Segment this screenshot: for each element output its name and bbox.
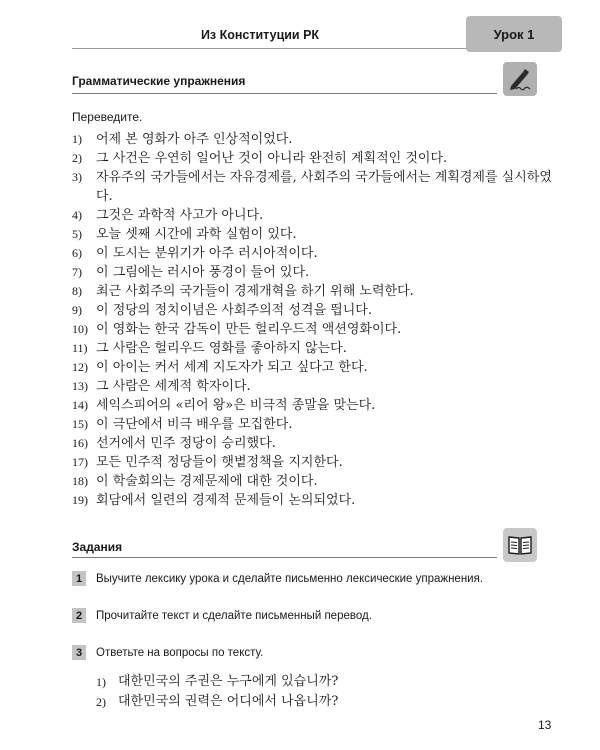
exercise-text: 이 학술회의는 경제문제에 대한 것이다. bbox=[96, 474, 318, 489]
exercise-item bbox=[72, 225, 552, 244]
task-item bbox=[72, 608, 372, 623]
exercise-item bbox=[72, 263, 552, 282]
exercise-item bbox=[72, 453, 552, 472]
exercise-number: 14) bbox=[72, 398, 88, 412]
exercise-item bbox=[72, 206, 552, 225]
task-text: Прочитайте текст и сделайте письменный перевод. bbox=[96, 609, 372, 622]
exercise-list bbox=[72, 130, 552, 510]
task-item bbox=[72, 571, 483, 586]
exercise-number: 13) bbox=[72, 379, 88, 393]
exercise-number: 5) bbox=[72, 227, 82, 241]
exercise-number: 18) bbox=[72, 474, 88, 488]
exercise-text: 그 사람은 세계적 학자이다. bbox=[96, 379, 251, 394]
exercise-number: 10) bbox=[72, 322, 88, 336]
exercise-item bbox=[72, 434, 552, 453]
exercise-number: 12) bbox=[72, 360, 88, 374]
exercise-number: 6) bbox=[72, 246, 82, 260]
question-number: 1) bbox=[96, 675, 106, 689]
exercise-item bbox=[72, 491, 552, 510]
exercise-text: 최근 사회주의 국가들이 경제개혁을 하기 위해 노력한다. bbox=[96, 284, 414, 299]
exercise-text: 이 도시는 분위기가 아주 러시아적이다. bbox=[96, 246, 318, 261]
exercise-item bbox=[72, 282, 552, 301]
exercise-number: 9) bbox=[72, 303, 82, 317]
pen-writing-icon bbox=[503, 62, 537, 96]
exercise-number: 2) bbox=[72, 151, 82, 165]
exercise-number: 16) bbox=[72, 436, 88, 450]
open-book-icon bbox=[503, 528, 537, 562]
question-text: 대한민국의 주권은 누구에게 있습니까? bbox=[118, 674, 339, 689]
exercise-item bbox=[72, 130, 552, 149]
exercise-number: 4) bbox=[72, 208, 82, 222]
chapter-title: Из Конституции РК bbox=[200, 28, 320, 42]
exercise-number: 17) bbox=[72, 455, 88, 469]
exercise-text: 선거에서 민주 정당이 승리했다. bbox=[96, 436, 276, 451]
exercise-item bbox=[72, 149, 552, 168]
task-text: Ответьте на вопросы по тексту. bbox=[96, 646, 264, 659]
exercise-item bbox=[72, 301, 552, 320]
header-divider bbox=[72, 48, 522, 49]
exercise-item bbox=[72, 339, 552, 358]
exercise-text: 그 사건은 우연히 일어난 것이 아니라 완전히 계획적인 것이다. bbox=[96, 151, 448, 166]
exercise-item bbox=[72, 358, 552, 377]
exercise-text: 세익스피어의 «리어 왕»은 비극적 종말을 맞는다. bbox=[96, 398, 376, 413]
task-number: 1 bbox=[72, 571, 86, 586]
exercise-text: 이 극단에서 비극 배우를 모집한다. bbox=[96, 417, 293, 432]
question-list bbox=[96, 672, 338, 712]
exercise-number: 3) bbox=[72, 170, 82, 184]
page-number: 13 bbox=[538, 718, 552, 732]
task-number: 3 bbox=[72, 645, 86, 660]
exercise-text: 오늘 셋째 시간에 과학 실험이 있다. bbox=[96, 227, 297, 242]
exercise-number: 19) bbox=[72, 493, 88, 507]
exercise-text: 자유주의 국가들에서는 자유경제를, 사회주의 국가들에서는 계획경제를 실시하였다. bbox=[96, 170, 552, 204]
exercise-text: 그것은 과학적 사고가 아니다. bbox=[96, 208, 264, 223]
exercise-item bbox=[72, 244, 552, 263]
question-item bbox=[96, 692, 338, 712]
exercise-number: 8) bbox=[72, 284, 82, 298]
exercise-item bbox=[72, 415, 552, 434]
exercise-text: 이 그림에는 러시아 풍경이 들어 있다. bbox=[96, 265, 310, 280]
task-number: 2 bbox=[72, 608, 86, 623]
exercise-text: 모든 민주적 정당들이 햇볕정책을 지지한다. bbox=[96, 455, 343, 470]
exercise-text: 회담에서 일련의 경제적 문제들이 논의되었다. bbox=[96, 493, 356, 508]
exercise-text: 이 영화는 한국 감독이 만든 헐리우드적 액션영화이다. bbox=[96, 322, 402, 337]
question-text: 대한민국의 권력은 어디에서 나옵니까? bbox=[118, 694, 339, 709]
exercise-text: 그 사람은 헐리우드 영화를 좋아하지 않는다. bbox=[96, 341, 347, 356]
exercise-number: 11) bbox=[72, 341, 88, 355]
exercise-item bbox=[72, 377, 552, 396]
exercise-item bbox=[72, 320, 552, 339]
exercise-text: 이 정당의 정치이념은 사회주의적 성격을 띕니다. bbox=[96, 303, 372, 318]
exercise-number: 1) bbox=[72, 132, 82, 146]
task-text: Выучите лексику урока и сделайте письменно лексические упражнения. bbox=[96, 572, 484, 585]
question-item bbox=[96, 672, 338, 692]
exercise-item bbox=[72, 396, 552, 415]
exercise-number: 15) bbox=[72, 417, 88, 431]
task-item bbox=[72, 645, 263, 660]
exercise-item bbox=[72, 168, 552, 206]
lesson-tab: Урок 1 bbox=[466, 16, 562, 52]
tasks-section-divider bbox=[72, 557, 497, 558]
question-number: 2) bbox=[96, 695, 106, 709]
exercise-item bbox=[72, 472, 552, 491]
exercise-instruction: Переведите. bbox=[72, 110, 143, 124]
exercise-text: 어제 본 영화가 아주 인상적이었다. bbox=[96, 132, 293, 147]
exercise-text: 이 아이는 커서 세계 지도자가 되고 싶다고 한다. bbox=[96, 360, 368, 375]
exercise-number: 7) bbox=[72, 265, 82, 279]
grammar-section-title: Грамматические упражнения bbox=[72, 74, 246, 88]
grammar-section-divider bbox=[72, 93, 497, 94]
tasks-section-title: Задания bbox=[72, 540, 123, 554]
